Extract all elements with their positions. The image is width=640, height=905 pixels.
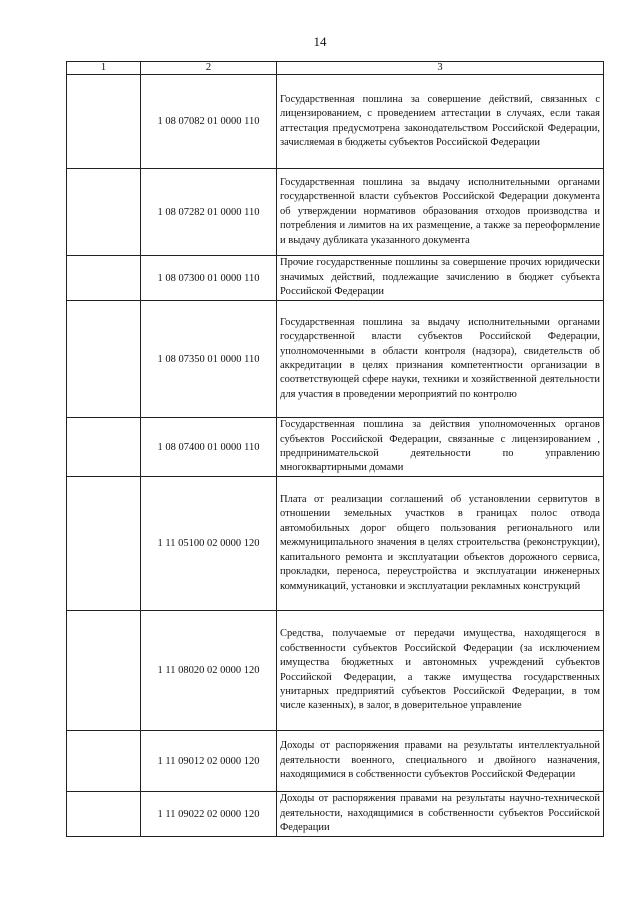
revenue-code: 1 08 07282 01 0000 110 bbox=[141, 169, 277, 256]
row-cell-empty bbox=[67, 301, 141, 418]
row-cell-empty bbox=[67, 731, 141, 792]
header-col-3: 3 bbox=[277, 62, 604, 75]
table-row bbox=[67, 169, 604, 256]
revenue-description: Доходы от распоряжения правами на результаты интеллектуальной деятельности военного, специального и двойного назначения, находящимися в собственности субъектов Российской Федерации bbox=[277, 731, 604, 792]
header-col-2: 2 bbox=[141, 62, 277, 75]
revenue-code: 1 08 07400 01 0000 110 bbox=[141, 418, 277, 477]
revenue-description: Государственная пошлина за выдачу исполнительными органами государственной власти субъектов Российской Федерации, уполномоченными в области контроля (надзора), свидетельств об аккредитации в целях признания компетентности организации в соответствующей сфере науки, техники и хозяйственной деятельности для участия в проведении мероприятий по контролю bbox=[277, 301, 604, 418]
revenue-code: 1 08 07350 01 0000 110 bbox=[141, 301, 277, 418]
header-col-1: 1 bbox=[67, 62, 141, 75]
revenue-description: Государственная пошлина за действия уполномоченных органов субъектов Российской Федерации, связанные с лицензированием , предпринимательской деятельности по управлению многоквартирными домами bbox=[277, 418, 604, 477]
revenue-code: 1 08 07082 01 0000 110 bbox=[141, 75, 277, 169]
table-row bbox=[67, 477, 604, 611]
table-header-row bbox=[67, 62, 604, 75]
revenue-code: 1 11 08020 02 0000 120 bbox=[141, 611, 277, 731]
row-cell-empty bbox=[67, 169, 141, 256]
table-row bbox=[67, 731, 604, 792]
row-cell-empty bbox=[67, 477, 141, 611]
revenue-description: Государственная пошлина за выдачу исполнительными органами государственной власти субъектов Российской Федерации документа об утверждении нормативов образования отходов производства и потребления и лимитов на их размещение, а также за переоформление и выдачу дубликата указанного документа bbox=[277, 169, 604, 256]
revenue-description: Доходы от распоряжения правами на результаты научно-технической деятельности, находящимися в собственности субъектов Российской Федерации bbox=[277, 792, 604, 837]
row-cell-empty bbox=[67, 75, 141, 169]
row-cell-empty bbox=[67, 418, 141, 477]
revenue-code: 1 11 09012 02 0000 120 bbox=[141, 731, 277, 792]
revenue-code: 1 11 09022 02 0000 120 bbox=[141, 792, 277, 837]
revenue-codes-table bbox=[66, 61, 604, 837]
table-row bbox=[67, 792, 604, 837]
revenue-code: 1 11 05100 02 0000 120 bbox=[141, 477, 277, 611]
revenue-description: Прочие государственные пошлины за совершение прочих юридически значимых действий, подлежащие зачислению в бюджет субъекта Российской Федерации bbox=[277, 256, 604, 301]
row-cell-empty bbox=[67, 792, 141, 837]
revenue-description: Средства, получаемые от передачи имущества, находящегося в собственности субъектов Российской Федерации (за исключением имущества бюджетных и автономных учреждений субъектов Российской Федерации, а также имущества государственных унитарных предприятий субъектов Российской Федерации, в том числе казенных), в залог, в доверительное управление bbox=[277, 611, 604, 731]
table-row bbox=[67, 301, 604, 418]
table-row bbox=[67, 611, 604, 731]
revenue-description: Плата от реализации соглашений об установлении сервитутов в отношении земельных участков в границах полос отвода автомобильных дорог общего пользования регионального или межмуниципального значения в целях строительства (реконструкции), капитального ремонта и эксплуатации объектов дорожного сервиса, прокладки, переноса, переустройства и эксплуатации инженерных коммуникаций, установки и эксплуатации рекламных конструкций bbox=[277, 477, 604, 611]
table-row bbox=[67, 256, 604, 301]
page-number: 14 bbox=[313, 34, 327, 49]
row-cell-empty bbox=[67, 611, 141, 731]
row-cell-empty bbox=[67, 256, 141, 301]
revenue-description: Государственная пошлина за совершение действий, связанных с лицензированием, с проведением аттестации в случаях, если такая аттестация предусмотрена законодательством Российской Федерации, зачисляемая в бюджеты субъектов Российской Федерации bbox=[277, 75, 604, 169]
table-row bbox=[67, 418, 604, 477]
table-row bbox=[67, 75, 604, 169]
revenue-code: 1 08 07300 01 0000 110 bbox=[141, 256, 277, 301]
